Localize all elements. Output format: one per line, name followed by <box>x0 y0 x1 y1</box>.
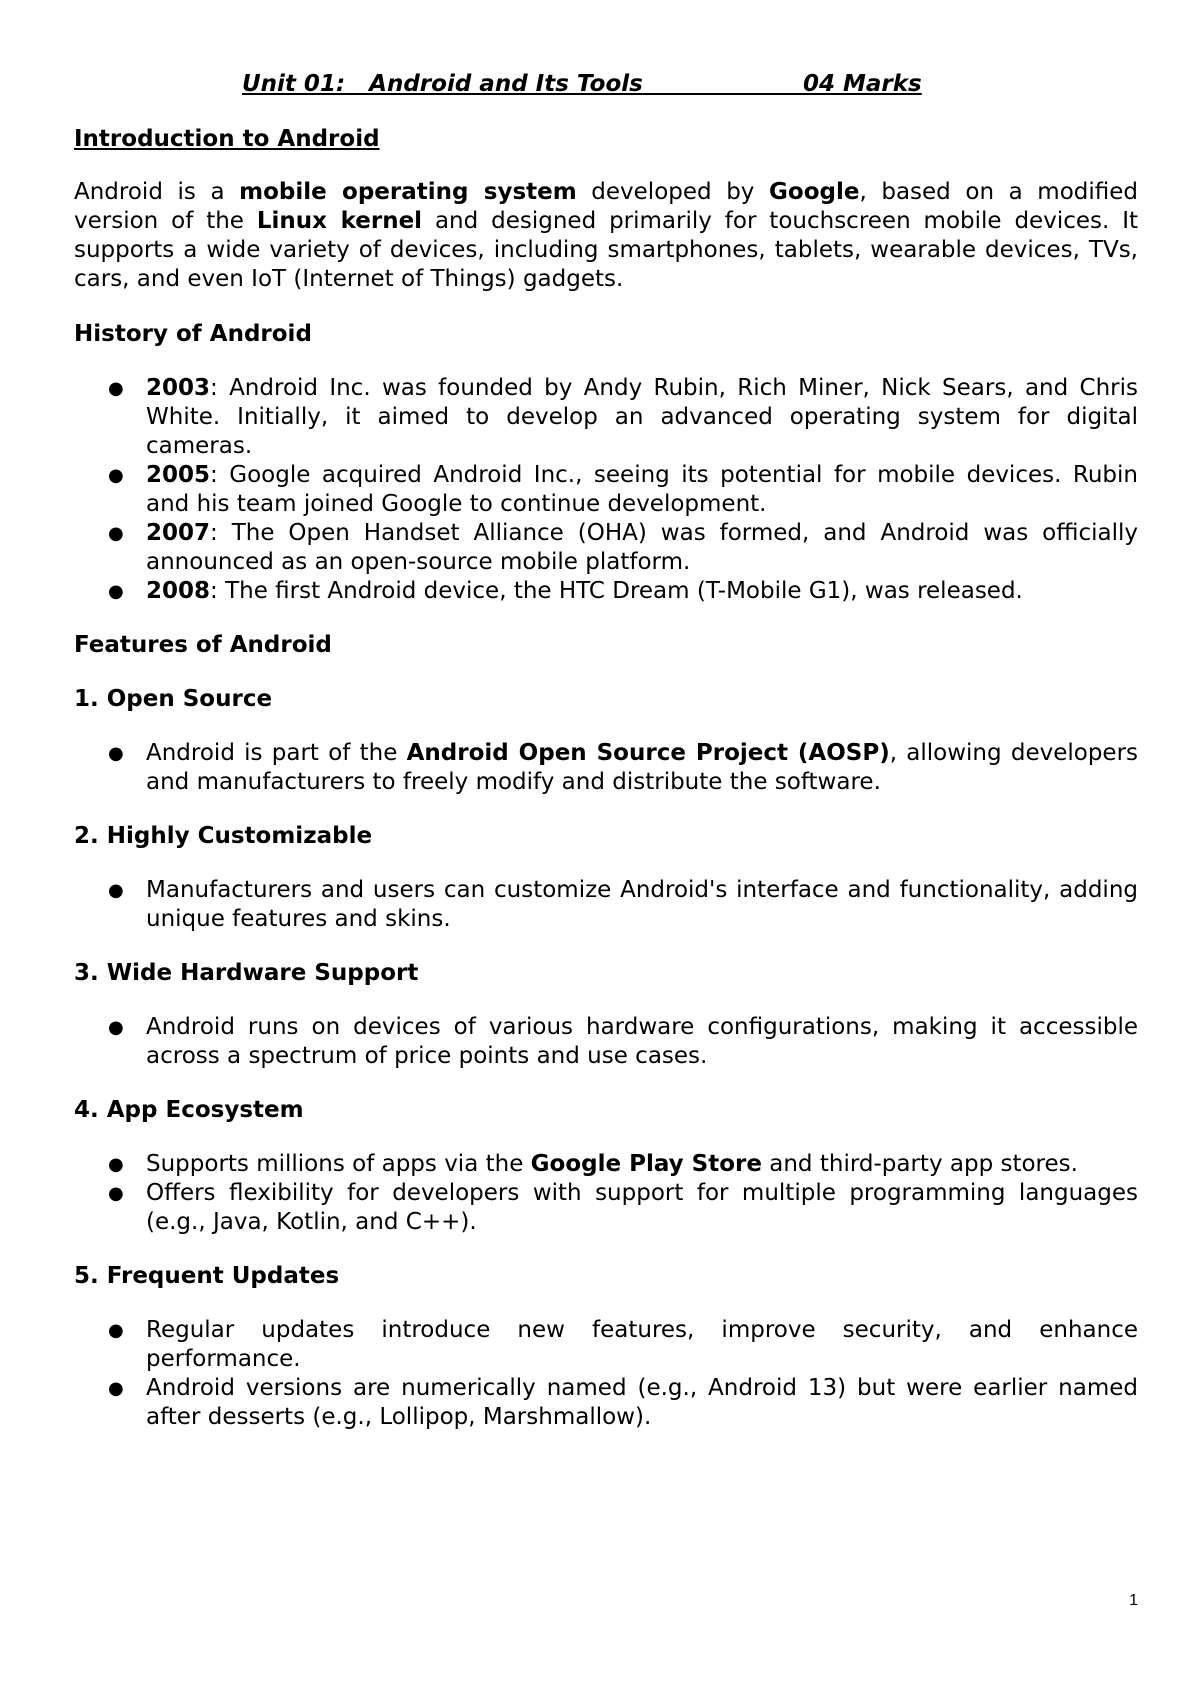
list-item: ● Android is part of the Android Open Source Project (AOSP), allowing developers and manufacturers to freely modify and distribute the software. <box>108 740 1139 795</box>
bullet-icon: ● <box>108 1378 124 1399</box>
page-number: 1 <box>1129 1592 1138 1609</box>
list-item: ● Android runs on devices of various hardware configurations, making it accessible across a spectrum of price points and use cases. <box>108 1014 1138 1069</box>
feature-list-ecosystem <box>74 1150 1138 1237</box>
bullet-icon: ● <box>108 880 124 901</box>
list-item: ● Regular updates introduce new features, improve security, and enhance performance. <box>108 1317 1138 1372</box>
feature-title-customizable: 2. Highly Customizable <box>74 823 373 849</box>
bullet-icon: ● <box>108 1154 124 1175</box>
intro-paragraph: Android is a mobile operating system developed by Google, based on a modified version of the Linux kernel and designed primarily for touchscreen mobile devices. It supports a wide variety of devices, including smartphones, tablets, wearable devices, TVs, cars, and even IoT (Internet of Things) gadgets. <box>74 179 1138 292</box>
unit-title: Android and Its Tools <box>369 71 643 97</box>
features-heading: Features of Android <box>74 632 332 658</box>
bullet-icon: ● <box>108 523 124 544</box>
list-item: ● 2007: The Open Handset Alliance (OHA) was formed, and Android was officially announced as an open-source mobile platform. <box>108 520 1138 575</box>
bullet-icon: ● <box>108 465 124 486</box>
feature-list-customizable <box>74 876 1138 934</box>
list-item: ● Offers flexibility for developers with support for multiple programming languages (e.g., Java, Kotlin, and C++). <box>108 1180 1138 1235</box>
unit-marks: 04 Marks <box>802 71 922 97</box>
history-list <box>74 374 1138 606</box>
feature-title-updates: 5. Frequent Updates <box>74 1263 340 1289</box>
document-page <box>74 70 1138 1432</box>
bullet-icon: ● <box>108 1320 124 1341</box>
list-item: ● 2008: The first Android device, the HTC Dream (T-Mobile G1), was released. <box>108 578 1023 604</box>
feature-list-open-source <box>74 739 1138 797</box>
unit-label: Unit 01: <box>242 71 346 97</box>
bullet-icon: ● <box>108 743 124 764</box>
feature-title-ecosystem: 4. App Ecosystem <box>74 1097 304 1123</box>
feature-list-updates <box>74 1316 1138 1432</box>
intro-heading: Introduction to Android <box>74 126 380 152</box>
bullet-icon: ● <box>108 581 124 602</box>
bullet-icon: ● <box>108 1183 124 1204</box>
list-item: ● 2005: Google acquired Android Inc., seeing its potential for mobile devices. Rubin and his team joined Google to continue development. <box>108 462 1138 517</box>
history-heading: History of Android <box>74 321 312 347</box>
list-item: ● Android versions are numerically named (e.g., Android 13) but were earlier named after desserts (e.g., Lollipop, Marshmallow). <box>108 1375 1138 1430</box>
feature-list-hardware <box>74 1013 1138 1071</box>
feature-title-open-source: 1. Open Source <box>74 686 273 712</box>
list-item: ● 2003: Android Inc. was founded by Andy Rubin, Rich Miner, Nick Sears, and Chris White. Initially, it aimed to develop an advanced operating system for digital cameras. <box>108 375 1138 459</box>
bullet-icon: ● <box>108 1017 124 1038</box>
list-item: ● Supports millions of apps via the Google Play Store and third-party app stores. <box>108 1151 1078 1177</box>
bullet-icon: ● <box>108 378 124 399</box>
unit-header <box>242 70 1138 99</box>
list-item: ● Manufacturers and users can customize Android's interface and functionality, adding unique features and skins. <box>108 877 1138 932</box>
feature-title-hardware: 3. Wide Hardware Support <box>74 960 419 986</box>
